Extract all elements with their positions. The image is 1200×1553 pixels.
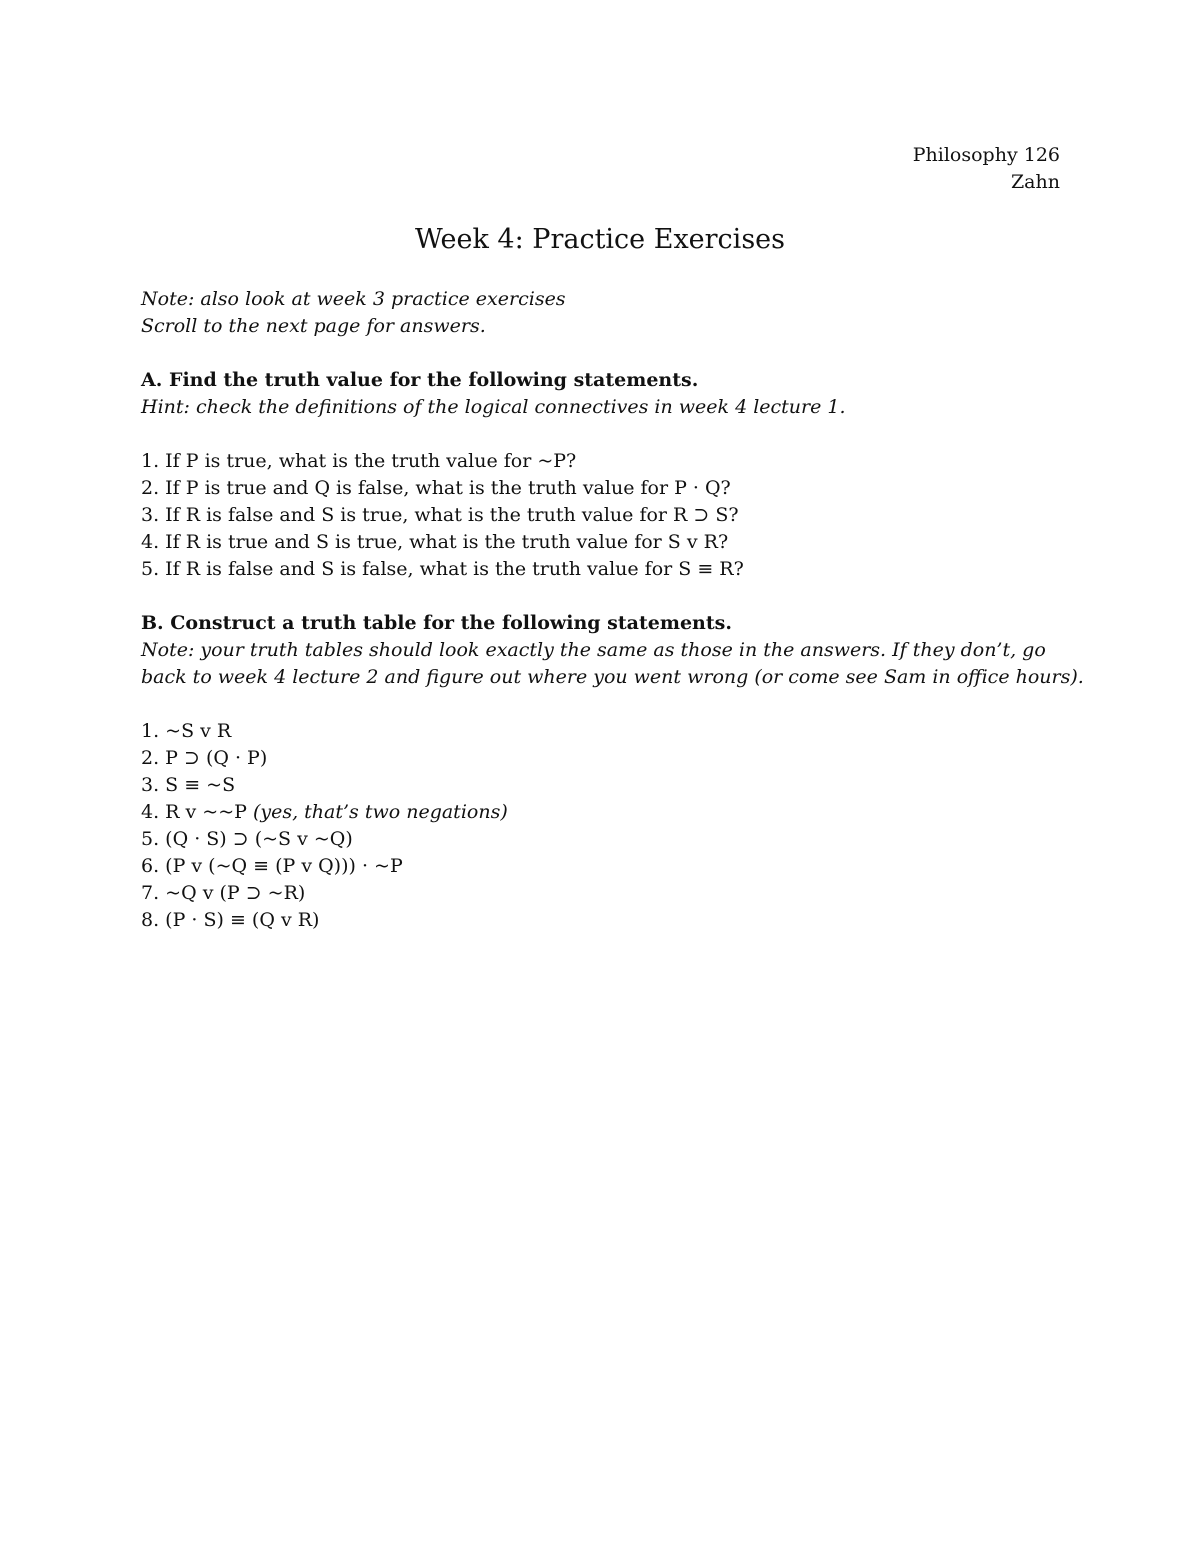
section-b-heading: B. Construct a truth table for the following statements. [141, 612, 732, 634]
section-a-item: 5. If R is false and S is false, what is the truth value for S ≡ R? [141, 558, 744, 580]
section-b-item: 5. (Q · S) ⊃ (~S v ~Q) [141, 828, 353, 850]
section-b-item-comment: (yes, that’s two negations) [252, 801, 508, 823]
section-b-item-text: 4. R v ~~P [141, 801, 253, 823]
course-header [913, 142, 1060, 196]
section-b-item: 1. ~S v R [141, 720, 232, 742]
section-b-item: 6. (P v (~Q ≡ (P v Q))) · ~P [141, 855, 403, 877]
course-name: Philosophy 126 [912, 144, 1060, 166]
instructor-name: Zahn [1010, 171, 1060, 193]
section-a-hint: Hint: check the definitions of the logical connectives in week 4 lecture 1. [141, 396, 846, 418]
section-b-item: 7. ~Q v (P ⊃ ~R) [141, 882, 306, 904]
section-b-note: back to week 4 lecture 2 and figure out where you went wrong (or come see Sam in office hours). [141, 666, 1084, 688]
section-b-item: 2. P ⊃ (Q · P) [141, 747, 268, 769]
section-a-item: 4. If R is true and S is true, what is the truth value for S v R? [141, 531, 729, 553]
section-b-item: 3. S ≡ ~S [141, 774, 236, 796]
note-line: Note: also look at week 3 practice exercises [141, 288, 566, 310]
section-a-item: 2. If P is true and Q is false, what is the truth value for P · Q? [141, 477, 731, 499]
section-b-note: Note: your truth tables should look exactly the same as those in the answers. If they don’t, go [141, 639, 1046, 661]
page-title: Week 4: Practice Exercises [414, 224, 786, 255]
section-b-item: 8. (P · S) ≡ (Q v R) [141, 909, 320, 931]
section-a-item: 1. If P is true, what is the truth value for ~P? [141, 450, 577, 472]
section-a-heading: A. Find the truth value for the following statements. [141, 369, 699, 391]
section-a-item: 3. If R is false and S is true, what is the truth value for R ⊃ S? [141, 504, 739, 526]
note-line: Scroll to the next page for answers. [141, 315, 486, 337]
section-b-item-4 [141, 799, 1071, 826]
document-body [141, 286, 1084, 934]
